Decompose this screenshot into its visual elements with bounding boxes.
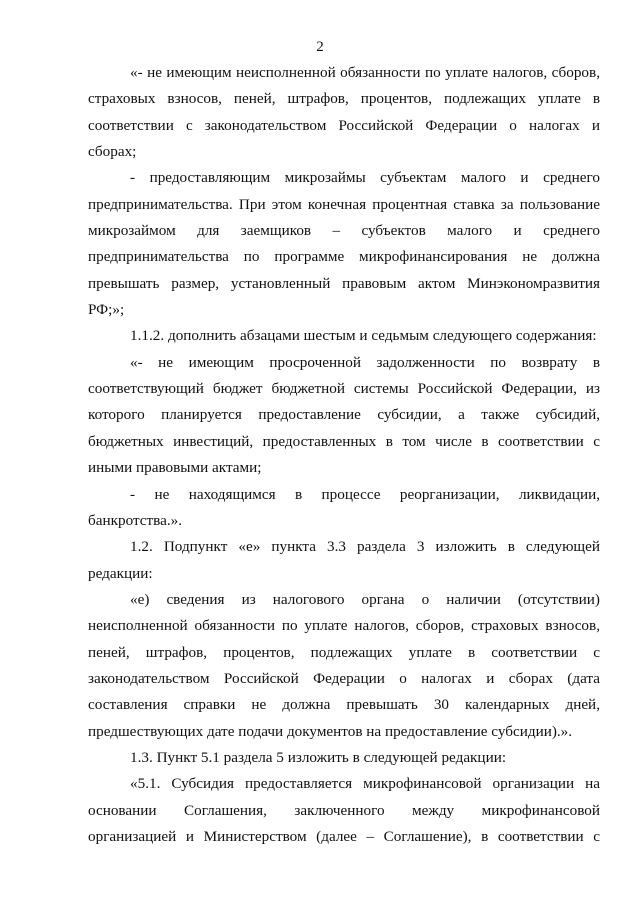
text-line: 1.2. Подпункт «е» пункта 3.3 раздела 3 изложить в следующей [130,538,600,556]
text-line: «- не имеющим неисполненной обязанности по уплате налогов, сборов, [130,64,600,81]
text-line: бюджетных инвестиций, предоставленных в том числе в соответствии с [88,432,600,450]
text-line: законодательством Российской Федерации о налогах и сборах (дата [88,669,600,687]
document-body [88,60,600,850]
text-line: микрозаймом для заемщиков – субъектов малого и среднего [88,222,600,240]
text-line: соответствии с законодательством Российской Федерации о налогах и [88,116,600,134]
paragraph [88,60,600,165]
text-line: сборах; [88,143,137,161]
paragraph [88,350,600,482]
text-line: «5.1. Субсидия предоставляется микрофинансовой организации на [130,775,600,793]
text-line: предпринимательства. При этом конечная процентная ставка за пользование [88,195,600,213]
text-line: редакции: [88,564,153,582]
text-line: - не находящимся в процессе реорганизации, ликвидации, [130,485,600,503]
text-line: неисполненной обязанности по уплате налогов, сборов, страховых взносов, [88,617,600,635]
text-line: РФ;»; [88,301,125,319]
paragraph [88,482,600,535]
page-number: 2 [316,39,324,55]
text-line: соответствующий бюджет бюджетной системы Российской Федерации, из [88,380,600,398]
paragraph [88,745,600,771]
text-line: 1.3. Пункт 5.1 раздела 5 изложить в следующей редакции: [130,748,507,766]
text-line: составления справки не должна превышать 30 календарных дней, [88,696,600,714]
text-line: «е) сведения из налогового органа о наличии (отсутствии) [130,590,600,608]
text-line: предшествующих дате подачи документов на предоставление субсидии).». [88,722,573,740]
text-line: - предоставляющим микрозаймы субъектам малого и среднего [130,169,600,187]
text-line: банкротства.». [88,511,183,529]
text-line: «- не имеющим просроченной задолженности по возврату в [130,353,600,371]
paragraph [88,771,600,850]
text-line: организацией и Министерством (далее – Соглашение), в соответствии с [88,827,600,845]
text-line: 1.1.2. дополнить абзацами шестым и седьмым следующего содержания: [130,327,597,345]
text-line: предпринимательства по программе микрофинансирования не должна [88,248,600,266]
paragraph [88,534,600,587]
text-line: превышать размер, установленный правовым актом Минэкономразвития [88,274,600,292]
text-line: страховых взносов, пеней, штрафов, процентов, подлежащих уплате в [88,90,600,108]
paragraph [88,323,600,349]
paragraph [88,165,600,323]
paragraph [88,587,600,745]
text-line: иными правовыми актами; [88,459,262,477]
text-line: основании Соглашения, заключенного между микрофинансовой [88,801,600,819]
text-line: пеней, штрафов, процентов, подлежащих уплате в соответствии с [88,643,600,661]
text-line: которого планируется предоставление субсидии, а также субсидий, [88,406,600,424]
